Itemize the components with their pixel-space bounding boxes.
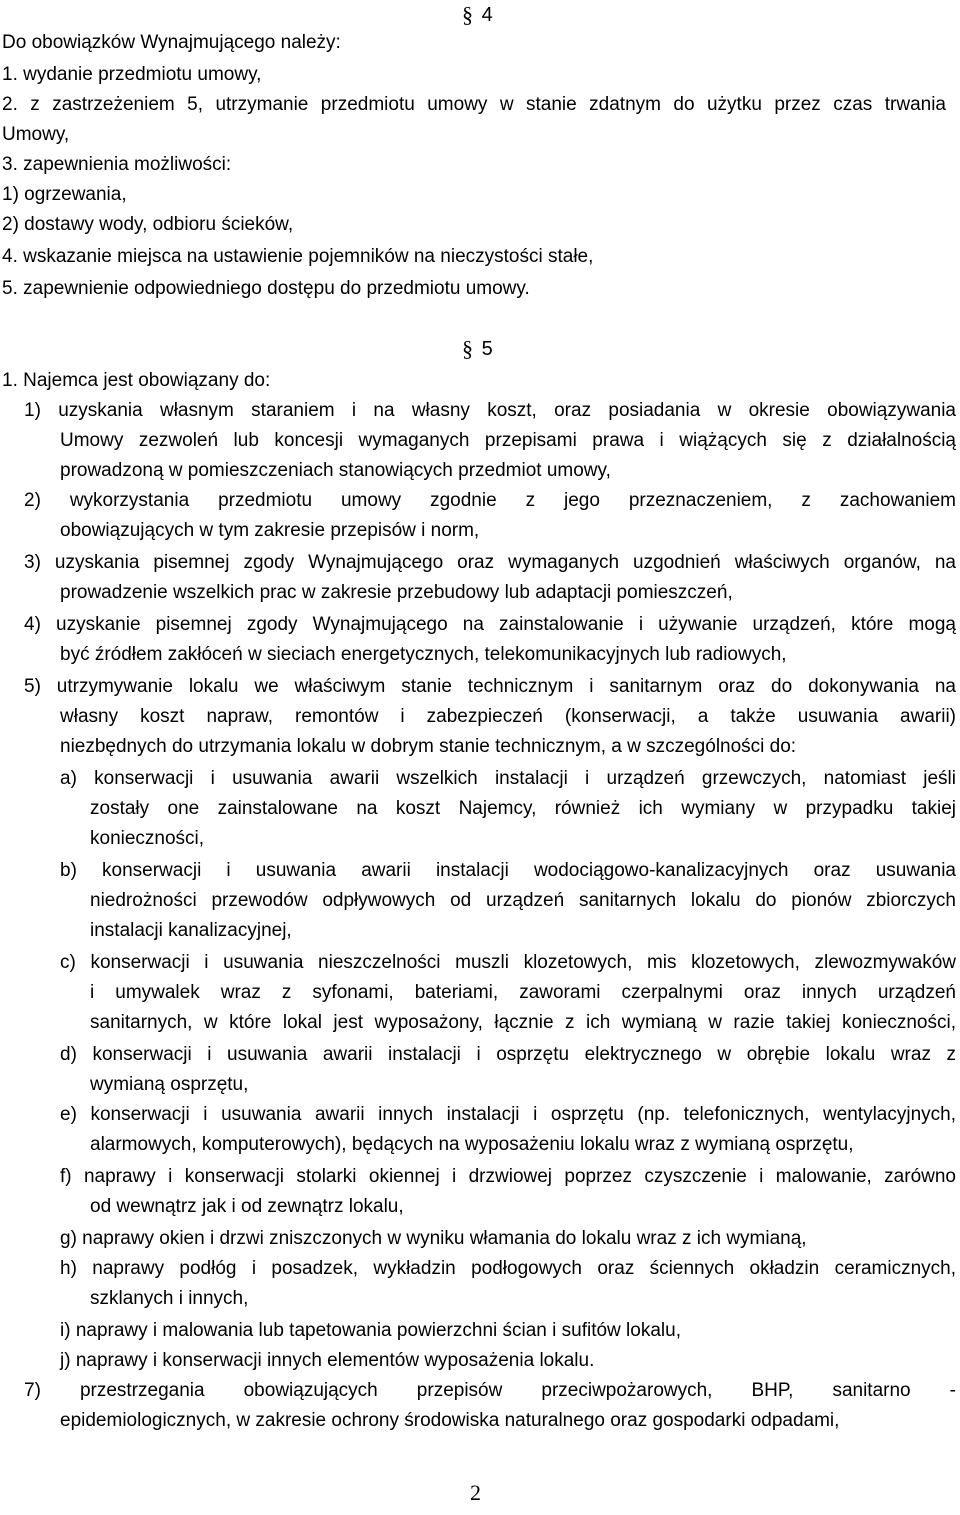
s5-line: g) naprawy okien i drzwi zniszczonych w wyniku włamania do lokalu wraz z ich wymianą, xyxy=(60,1228,807,1249)
s4-item-3-1: 1) ogrzewania, xyxy=(2,184,127,205)
s5-line: h) naprawy podłóg i posadzek, wykładzin podłogowych oraz ściennych okładzin ceramicznych, xyxy=(60,1258,956,1279)
s5-line: szklanych i innych, xyxy=(90,1288,249,1309)
s4-item-3-2: 2) dostawy wody, odbioru ścieków, xyxy=(2,214,294,235)
s5-line: i) naprawy i malowania lub tapetowania powierzchni ścian i sufitów lokalu, xyxy=(60,1320,681,1341)
svg-text:§: § xyxy=(462,2,473,26)
page-number: 2 xyxy=(470,1480,481,1505)
s5-line: i umywalek wraz z syfonami, bateriami, zaworami czerpalnymi oraz innych urządzeń xyxy=(90,982,956,1003)
s5-line: b) konserwacji i usuwania awarii instalacji wodociągowo-kanalizacyjnych oraz usuwania xyxy=(60,860,956,881)
section-5-header xyxy=(462,336,493,362)
s4-item-3: 3. zapewnienia możliwości: xyxy=(2,154,232,175)
s5-line: 7) przestrzegania obowiązujących przepisów przeciwpożarowych, BHP, sanitarno - xyxy=(24,1380,956,1401)
s5-line: 1. Najemca jest obowiązany do: xyxy=(2,370,271,391)
s5-line: 2) wykorzystania przedmiotu umowy zgodnie z jego przeznaczeniem, z zachowaniem xyxy=(24,490,956,511)
s5-line: e) konserwacji i usuwania awarii innych instalacji i osprzętu (np. telefonicznych, wentylacyjnych, xyxy=(60,1104,956,1125)
s5-line: sanitarnych, w które lokal jest wyposażony, łącznie z ich wymianą w razie takiej konieczności, xyxy=(90,1012,956,1033)
section-5-number: 5 xyxy=(481,338,493,360)
s5-line: niezbędnych do utrzymania lokalu w dobrym stanie technicznym, a w szczególności do: xyxy=(60,736,797,757)
section-4-intro: Do obowiązków Wynajmującego należy: xyxy=(2,32,341,53)
s5-line: własny koszt napraw, remontów i zabezpieczeń (konserwacji, a także usuwania awarii) xyxy=(60,706,956,727)
s5-line: j) naprawy i konserwacji innych elementów wyposażenia lokalu. xyxy=(60,1350,595,1371)
s5-line: obowiązujących w tym zakresie przepisów i norm, xyxy=(60,520,480,541)
s4-item-1: 1. wydanie przedmiotu umowy, xyxy=(2,64,262,85)
s4-item-2-cont: Umowy, xyxy=(2,124,70,145)
s5-line: alarmowych, komputerowych), będących na wyposażeniu lokalu wraz z wymianą osprzętu, xyxy=(90,1134,854,1155)
section-4-number: 4 xyxy=(481,4,493,26)
s5-line: niedrożności przewodów odpływowych od urządzeń sanitarnych lokalu do pionów zbiorczych xyxy=(90,890,956,911)
s5-line: być źródłem zakłóceń w sieciach energetycznych, telekomunikacyjnych lub radiowych, xyxy=(60,644,787,665)
s5-line: c) konserwacji i usuwania nieszczelności muszli klozetowych, mis klozetowych, zlewozmywaków xyxy=(60,952,956,973)
s4-item-5: 5. zapewnienie odpowiedniego dostępu do przedmiotu umowy. xyxy=(2,278,530,299)
s5-line: Umowy zezwoleń lub koncesji wymaganych przepisami prawa i wiążących się z działalnością xyxy=(60,430,956,451)
s5-line: a) konserwacji i usuwania awarii wszelkich instalacji i urządzeń grzewczych, natomiast jeśli xyxy=(60,768,956,789)
s5-line: 5) utrzymywanie lokalu we właściwym stanie technicznym i sanitarnym oraz do dokonywania na xyxy=(24,676,956,697)
s4-item-2: 2. z zastrzeżeniem 5, utrzymanie przedmiotu umowy w stanie zdatnym do użytku przez czas trwania xyxy=(2,94,946,115)
s5-line: wymianą osprzętu, xyxy=(90,1074,249,1095)
section-sign-icon xyxy=(462,2,476,26)
s4-item-4: 4. wskazanie miejsca na ustawienie pojemników na nieczystości stałe, xyxy=(2,246,594,267)
svg-text:§: § xyxy=(462,336,473,360)
s5-line: prowadzoną w pomieszczeniach stanowiących przedmiot umowy, xyxy=(60,460,611,481)
s5-line: od wewnątrz jak i od zewnątrz lokalu, xyxy=(90,1196,404,1217)
s5-line: 3) uzyskania pisemnej zgody Wynajmującego oraz wymaganych uzgodnień właściwych organów, na xyxy=(24,552,956,573)
section-4-header xyxy=(462,2,493,28)
s5-line: prowadzenie wszelkich prac w zakresie przebudowy lub adaptacji pomieszczeń, xyxy=(60,582,733,603)
s5-line: instalacji kanalizacyjnej, xyxy=(90,920,292,941)
s5-line: d) konserwacji i usuwania awarii instalacji i osprzętu elektrycznego w obrębie lokalu wraz z xyxy=(60,1044,956,1065)
s5-line: 4) uzyskanie pisemnej zgody Wynajmującego na zainstalowanie i używanie urządzeń, które mogą xyxy=(24,614,956,635)
section-sign-icon xyxy=(462,336,476,360)
s5-line: epidemiologicznych, w zakresie ochrony środowiska naturalnego oraz gospodarki odpadami, xyxy=(60,1410,840,1431)
s5-line: f) naprawy i konserwacji stolarki okiennej i drzwiowej poprzez czyszczenie i malowanie, zarówno xyxy=(60,1166,956,1187)
s5-line: 1) uzyskania własnym staraniem i na własny koszt, oraz posiadania w okresie obowiązywania xyxy=(24,400,956,421)
s5-line: konieczności, xyxy=(90,828,205,849)
s5-line: zostały one zainstalowane na koszt Najemcy, również ich wymiany w przypadku takiej xyxy=(90,798,956,819)
